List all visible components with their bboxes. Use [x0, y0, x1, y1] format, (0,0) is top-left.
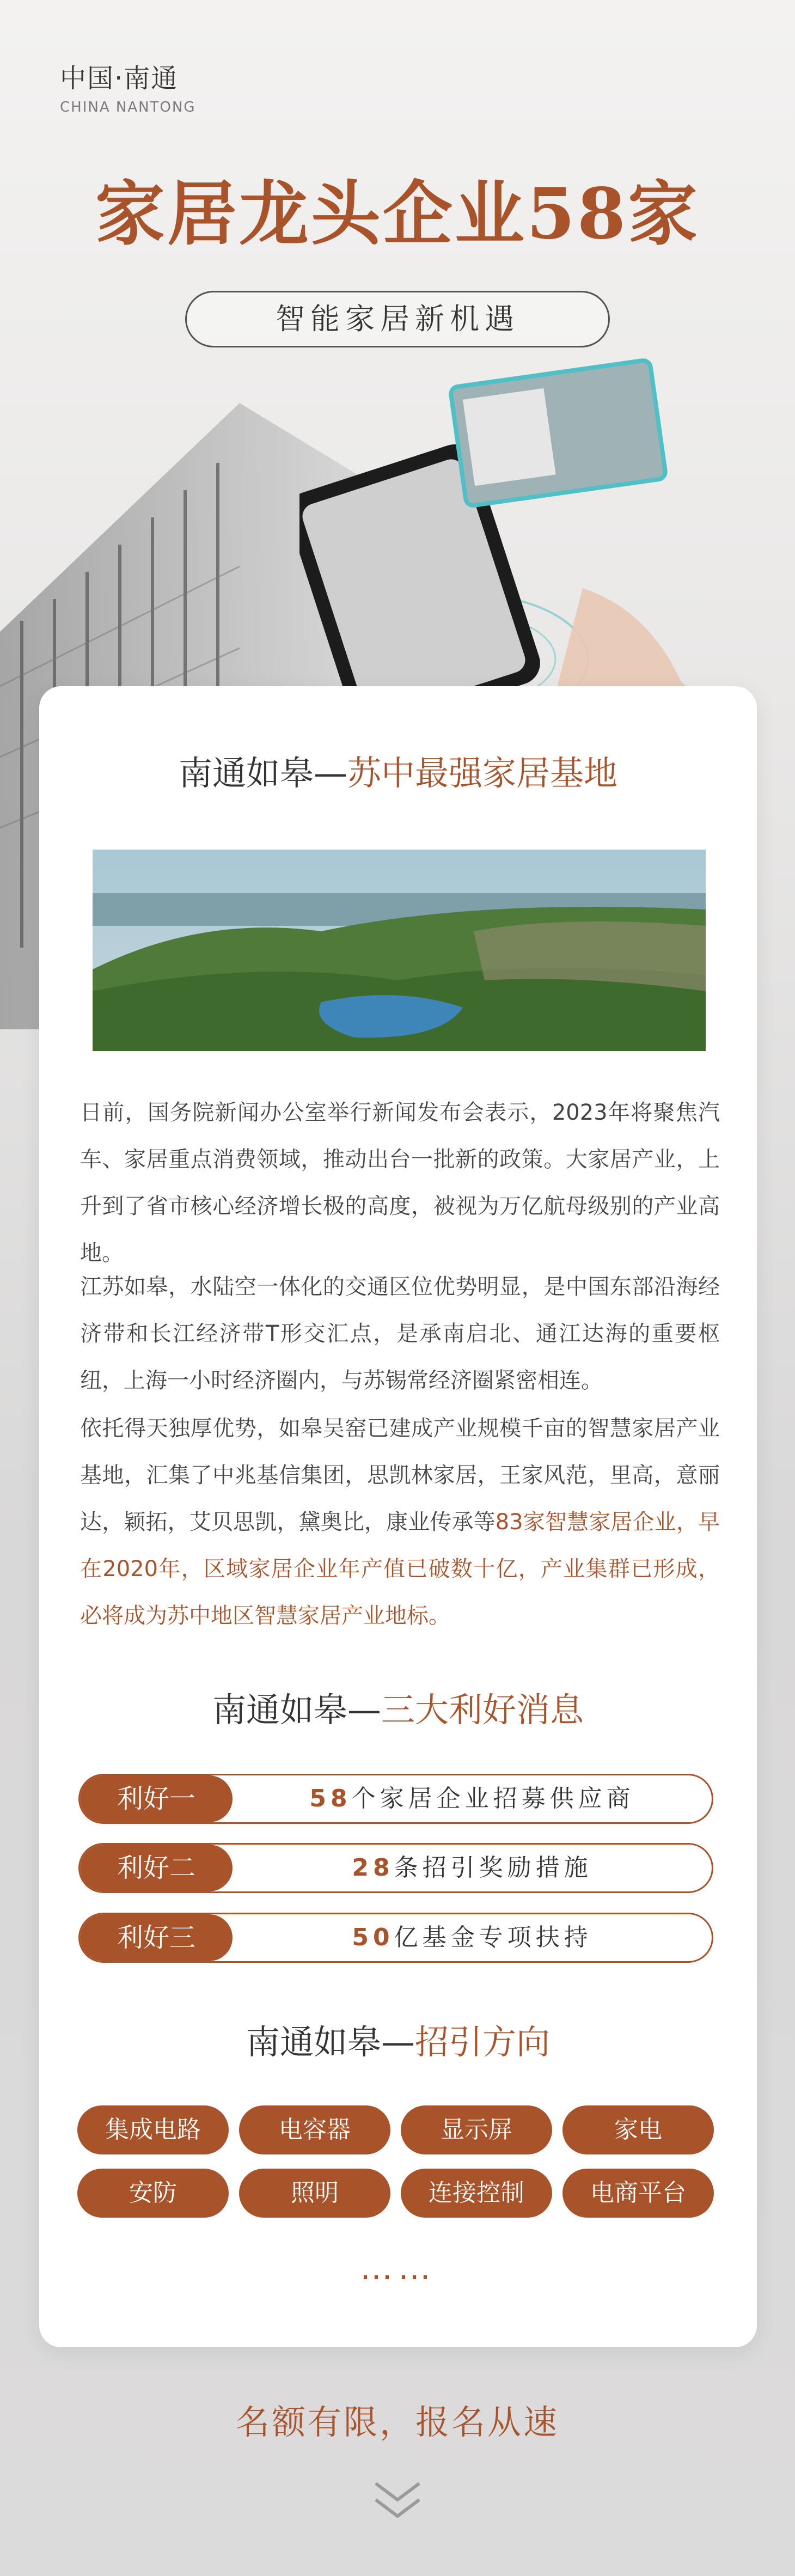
benefit-1-number: 58	[309, 1785, 352, 1812]
chip-appliances: 家电	[562, 2105, 714, 2154]
benefit-3-desc: 亿基金专项扶持	[394, 1924, 592, 1951]
section3-title-highlight: 招引方向	[415, 2022, 551, 2062]
chip-capacitors: 电容器	[239, 2105, 390, 2154]
benefit-2-tag: 利好二	[80, 1845, 233, 1891]
chip-lighting: 照明	[239, 2169, 390, 2218]
hero-subtitle-pill: 智能家居新机遇	[185, 291, 610, 347]
content-card	[39, 686, 757, 2347]
more-ellipsis: ……	[360, 2249, 436, 2287]
benefit-3-tag: 利好三	[80, 1914, 233, 1961]
paragraph-1: 日前，国务院新闻办公室举行新闻发布会表示，2023年将聚焦汽车、家居重点消费领域，推动出台一批新的政策。大家居产业，上升到了省市核心经济增长极的高度，被视为万亿航母级别的产业高地。	[80, 1100, 720, 1266]
chip-security: 安防	[77, 2169, 229, 2218]
section1-title-highlight: 苏中最强家居基地	[347, 753, 618, 793]
section1-title-prefix: 南通如皋—	[178, 753, 347, 793]
benefit-3-number: 50	[352, 1924, 394, 1951]
footer-cta: 名额有限，报名从速	[235, 2402, 559, 2442]
section2-title	[39, 1683, 757, 1731]
benefit-1-desc: 个家居企业招募供应商	[351, 1785, 635, 1812]
benefit-2-number: 28	[352, 1854, 394, 1882]
brand-cn: 中国·南通	[60, 63, 179, 94]
benefit-1-tag: 利好一	[80, 1775, 233, 1822]
chip-integrated-circuits: 集成电路	[77, 2105, 229, 2154]
phone-hand-illustration	[299, 354, 735, 735]
section3-title-prefix: 南通如皋—	[246, 2022, 415, 2062]
chip-displays: 显示屏	[401, 2105, 552, 2154]
brand-en: CHINA NANTONG	[60, 99, 196, 115]
benefit-2-desc: 条招引奖励措施	[394, 1854, 592, 1882]
paragraph-2: 江苏如皋，水陆空一体化的交通区位优势明显，是中国东部沿海经济带和长江经济带T形交汇点，是承南启北、通江达海的重要枢纽，上海一小时经济圈内，与苏锡常经济圈紧密相连。	[80, 1274, 720, 1393]
aerial-lake-park-photo	[93, 850, 706, 1051]
section2-title-highlight: 三大利好消息	[381, 1690, 584, 1730]
hero-title: 家居龙头企业58家	[95, 173, 700, 255]
chip-connection-control: 连接控制	[401, 2169, 552, 2218]
benefit-2-text	[233, 1845, 712, 1891]
paragraph-3	[80, 1405, 720, 1639]
paragraph-3-highlight: 83家智慧家居企业，早在2020年，区域家居企业年产值已破数十亿，产业集群已形成，必将成为苏中地区智慧家居产业地标。	[80, 1510, 720, 1628]
section1-title	[39, 746, 757, 795]
benefit-1-text	[233, 1775, 712, 1822]
benefit-3-text	[233, 1914, 712, 1961]
chevron-down-icon	[370, 2473, 425, 2527]
section2-title-prefix: 南通如皋—	[212, 1690, 381, 1730]
benefit-2	[78, 1843, 713, 1893]
paragraph-3-plain: 依托得天独厚优势，如皋吴窑已建成产业规模千亩的智慧家居产业基地，汇集了中兆基信集团，思凯林家居，王家风范，里高，意丽达，颖拓，艾贝思凯，黛奥比，康业传承等	[80, 1416, 720, 1535]
section3-title	[39, 2015, 757, 2064]
benefit-3	[78, 1913, 713, 1963]
chip-ecommerce: 电商平台	[562, 2169, 714, 2218]
benefit-1	[78, 1774, 713, 1824]
